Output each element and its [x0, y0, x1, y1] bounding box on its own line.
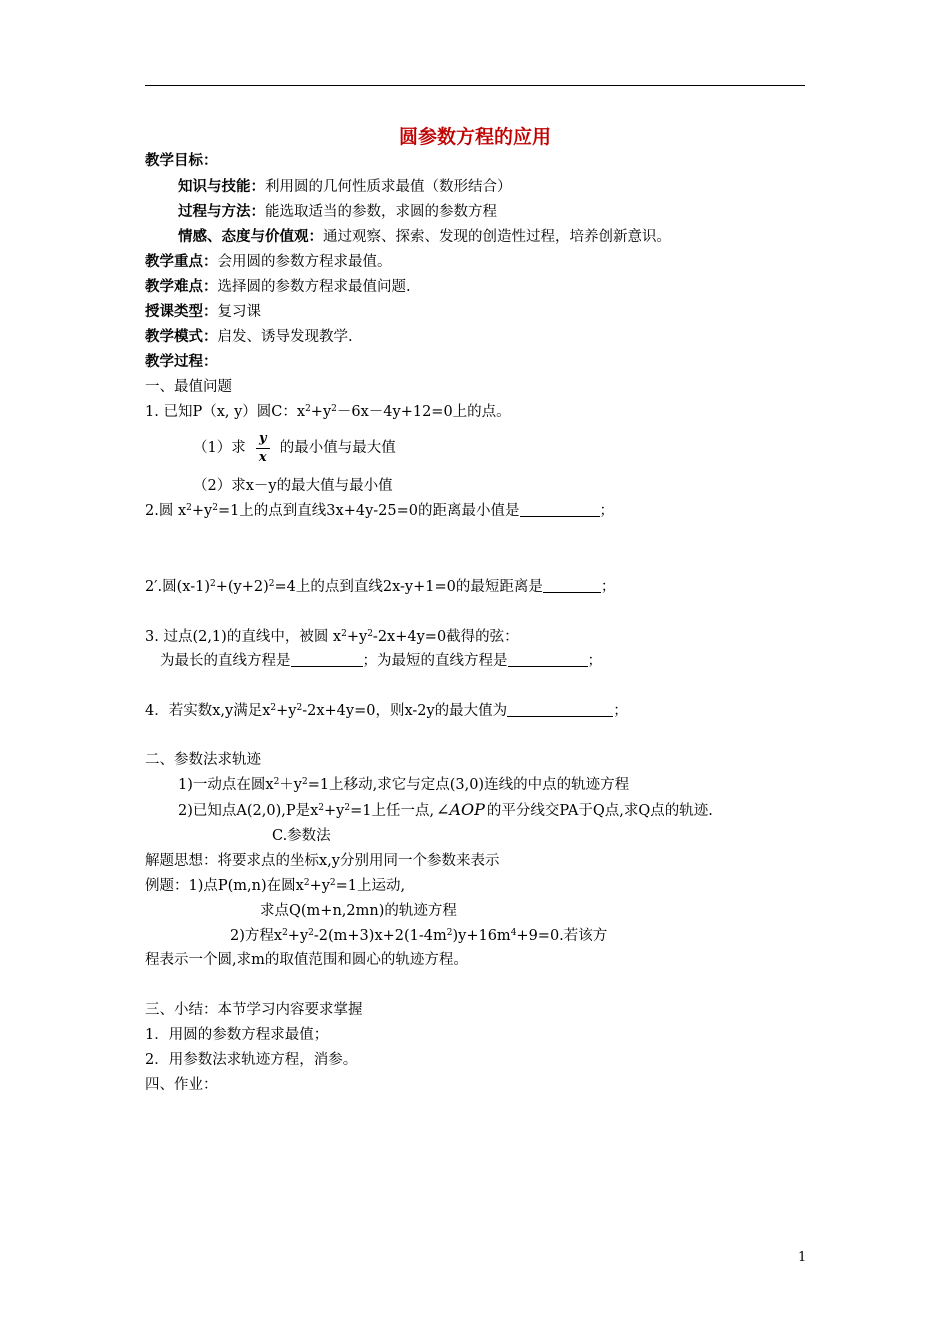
- q2-sup-2: 2: [212, 503, 218, 513]
- ex2-sup-4: 4: [510, 928, 517, 938]
- lesson-type-label: 授课类型：: [145, 304, 218, 320]
- q2-part-b: +y: [191, 503, 213, 519]
- question-1: [145, 402, 511, 422]
- fraction-y-over-x: [256, 431, 270, 466]
- q2p-answer-blank[interactable]: [543, 578, 601, 593]
- t2-part-d: 的平分线交PA于Q点,求Q点的轨迹.: [486, 803, 713, 819]
- summary-item-2: 2．用参数法求轨迹方程，消参。: [145, 1052, 358, 1068]
- goal-emotion: [178, 227, 671, 247]
- goal-process-label: 过程与方法：: [178, 204, 265, 220]
- q3-end: ；: [587, 653, 602, 669]
- page-title: 圆参数方程的应用: [398, 126, 551, 148]
- ex2-part-b: +y: [287, 928, 309, 944]
- ex2-sup-1: 2: [282, 928, 288, 938]
- teaching-mode-label: 教学模式：: [145, 329, 218, 345]
- t1-part-c: =1上移动,求它与定点(3,0)连线的中点的轨迹方程: [307, 777, 630, 793]
- lesson-type: [145, 302, 261, 322]
- question-1-1: [193, 430, 396, 466]
- q1-1-prefix: （1）求: [193, 440, 246, 456]
- teaching-focus-text: 会用圆的参数方程求最值。: [217, 254, 392, 270]
- t1-sup-2: 2: [302, 777, 308, 787]
- goal-knowledge-text: 利用圆的几何性质求最值（数形结合）: [265, 179, 512, 195]
- goal-knowledge: [178, 177, 512, 197]
- q2p-sup-1: 2: [210, 579, 216, 589]
- teaching-difficulty-label: 教学难点：: [145, 279, 218, 295]
- q1-sup-1: 2: [305, 404, 311, 414]
- fraction-denominator: x: [258, 449, 267, 465]
- q1-part-b: +y: [310, 404, 332, 420]
- solution-idea: 解题思想：将要求点的坐标x,y分别用同一个参数来表示: [145, 853, 500, 869]
- q3-part-b: +y: [346, 629, 368, 645]
- q4-answer-blank[interactable]: [507, 702, 613, 717]
- q1-part-a: 1. 已知P（x, y）圆C：x: [145, 404, 306, 420]
- q3-sup-1: 2: [341, 629, 347, 639]
- q4-end: ；: [613, 703, 628, 719]
- header-rule: [145, 85, 805, 86]
- t2-sup-1: 2: [318, 803, 325, 813]
- t1-part-b: ＋y: [279, 777, 302, 793]
- q3-shortest-label: ；为最短的直线方程是: [362, 653, 508, 669]
- parameter-method: C.参数法: [272, 828, 331, 844]
- q2p-sup-2: 2: [268, 579, 275, 589]
- teaching-difficulty: [145, 277, 411, 297]
- question-4: [145, 701, 628, 721]
- t2-sup-2: 2: [344, 803, 351, 813]
- q2p-part-c: =4上的点到直线2x-y+1=0的最短距离是: [274, 579, 543, 595]
- example-2: [230, 926, 607, 946]
- section-2-heading: 二、参数法求轨迹: [145, 752, 261, 768]
- q2p-part-a: 2′.圆(x-1): [145, 579, 210, 595]
- q3-part-c: -2x+4y=0截得的弦：: [372, 629, 519, 645]
- teaching-focus: [145, 252, 392, 272]
- summary-item-1: 1．用圆的参数方程求最值；: [145, 1027, 329, 1043]
- section-3-heading: 三、小结：本节学习内容要求掌握: [145, 1002, 363, 1018]
- q4-sup-2: 2: [296, 703, 303, 713]
- ex1-part-a: 例题：1)点P(m,n)在圆x: [145, 878, 304, 894]
- ex1-sup-1: 2: [303, 878, 310, 888]
- ex2-part-a: 2)方程x: [230, 928, 283, 944]
- example-2-continued: 程表示一个圆,求m的取值范围和圆心的轨迹方程。: [145, 952, 468, 968]
- q1-part-c: －6x－4y+12=0上的点。: [336, 404, 511, 420]
- example-1-task: 求点Q(m+n,2mn)的轨迹方程: [260, 903, 457, 919]
- goal-emotion-text: 通过观察、探索、发现的创造性过程，培养创新意识。: [323, 229, 671, 245]
- trajectory-2: [178, 800, 713, 821]
- q4-part-c: -2x+4y=0，则x-2y的最大值为: [302, 703, 508, 719]
- page-number: 1: [798, 1250, 807, 1265]
- q3-longest-label: 为最长的直线方程是: [160, 653, 291, 669]
- trajectory-1: [178, 775, 629, 795]
- q1-sup-2: 2: [331, 404, 337, 414]
- question-1-2: （2）求x－y的最大值与最小值: [193, 478, 393, 494]
- ex2-sup-3: 2: [446, 928, 453, 938]
- question-3: [145, 627, 519, 647]
- t1-sup-1: 2: [273, 777, 280, 787]
- section-1-heading: 一、最值问题: [145, 379, 232, 395]
- q3-longest-blank[interactable]: [291, 652, 363, 667]
- example-1: [145, 876, 405, 896]
- q3-part-a: 3. 过点(2,1)的直线中，被圆 x: [145, 629, 342, 645]
- question-2-prime: [145, 577, 615, 597]
- goal-process-text: 能选取适当的参数，求圆的参数方程: [265, 204, 497, 220]
- fraction-numerator: y: [258, 430, 267, 446]
- goal-knowledge-label: 知识与技能：: [178, 179, 265, 195]
- question-3-answers: [160, 651, 602, 671]
- q2p-part-b: +(y+2): [215, 579, 269, 595]
- lesson-type-text: 复习课: [217, 304, 261, 320]
- q4-part-a: 4．若实数x,y满足x: [145, 703, 271, 719]
- q2-part-c: =1上的点到直线3x+4y-25=0的距离最小值是: [217, 503, 520, 519]
- question-2: [145, 501, 614, 521]
- t2-part-a: 2)已知点A(2,0),P是x: [178, 803, 319, 819]
- q3-sup-2: 2: [367, 629, 373, 639]
- ex2-part-d: )y+16m: [452, 928, 511, 944]
- goals-heading: 教学目标：: [145, 153, 218, 169]
- process-heading: 教学过程：: [145, 354, 218, 370]
- ex1-sup-2: 2: [329, 878, 336, 888]
- ex1-part-b: +y: [309, 878, 330, 894]
- q1-1-suffix: 的最小值与最大值: [279, 440, 396, 456]
- ex2-sup-2: 2: [308, 928, 314, 938]
- teaching-difficulty-text: 选择圆的参数方程求最值问题.: [217, 279, 411, 295]
- q2-end: ；: [599, 503, 615, 519]
- q2p-end: ；: [600, 579, 616, 595]
- ex1-part-c: =1上运动,: [335, 878, 406, 894]
- section-4-heading: 四、作业：: [145, 1077, 218, 1093]
- q2-sup-1: 2: [186, 503, 192, 513]
- angle-aop: ∠AOP: [436, 800, 485, 819]
- goal-emotion-label: 情感、态度与价值观：: [178, 229, 323, 245]
- q4-part-b: +y: [276, 703, 297, 719]
- t2-part-c: =1上任一点,: [350, 803, 435, 819]
- fraction-bar: [256, 448, 270, 449]
- teaching-mode-text: 启发、诱导发现教学.: [217, 329, 353, 345]
- goal-process: [178, 202, 497, 222]
- teaching-mode: [145, 327, 353, 347]
- t2-part-b: +y: [324, 803, 345, 819]
- ex2-part-e: +9=0.若该方: [516, 928, 608, 944]
- q2-part-a: 2.圆 x: [145, 503, 187, 519]
- q4-sup-1: 2: [270, 703, 277, 713]
- q2-answer-blank[interactable]: [520, 502, 600, 517]
- t1-part-a: 1)一动点在圆x: [178, 777, 274, 793]
- teaching-focus-label: 教学重点：: [145, 254, 218, 270]
- ex2-part-c: -2(m+3)x+2(1-4m: [313, 928, 447, 944]
- q3-shortest-blank[interactable]: [508, 652, 588, 667]
